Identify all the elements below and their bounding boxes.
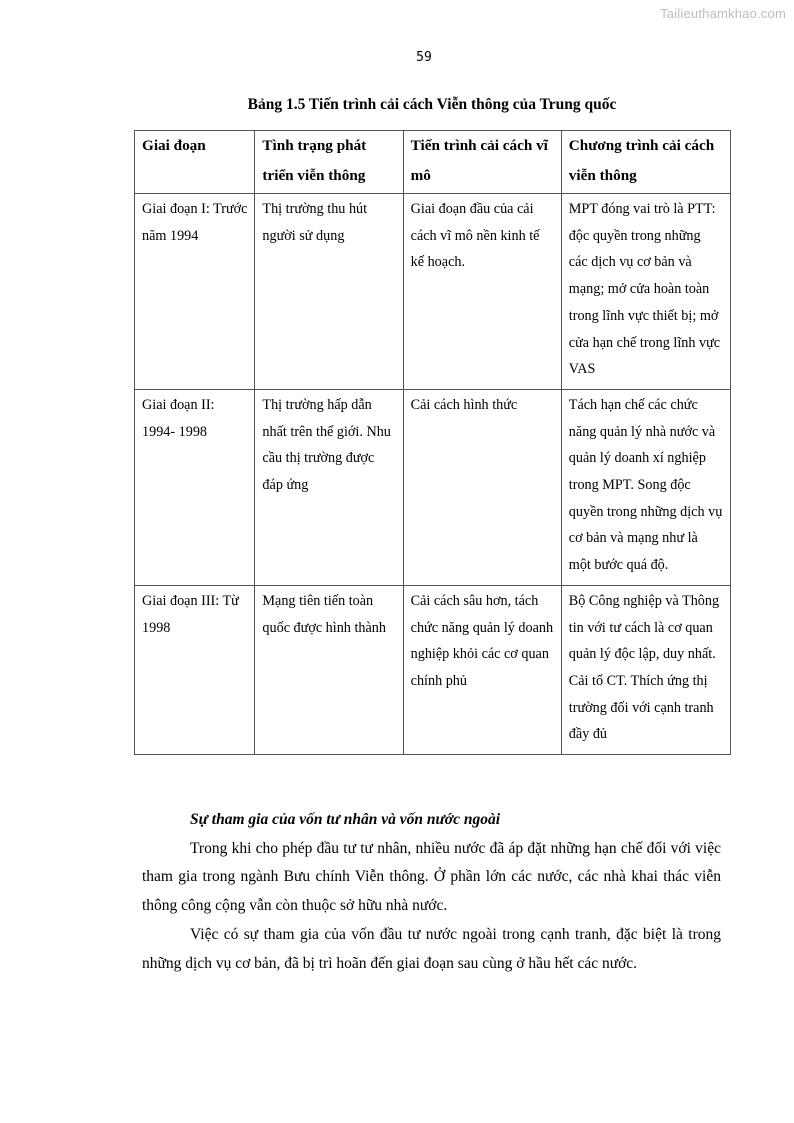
table-cell: Bộ Công nghiệp và Thông tin với tư cách là cơ quan quản lý độc lập, duy nhất. Cải tổ CT. Thích ứng thị trường đối với cạnh tranh đầy đủ: [561, 585, 730, 754]
header-telecom-program: Chương trình cải cách viễn thông: [561, 131, 730, 194]
reform-table: [134, 130, 731, 755]
table-header-row: [135, 131, 731, 194]
table-cell: Mạng tiên tiến toàn quốc được hình thành: [255, 585, 403, 754]
table-cell: Giai đoạn I: Trước năm 1994: [135, 194, 255, 390]
paragraph: Trong khi cho phép đầu tư tư nhân, nhiều nước đã áp đặt những hạn chế đối với việc tham gia trong ngành Bưu chính Viễn thông. Ở phần lớn các nước, các nhà khai thác viễn thông công cộng vẫn còn thuộc sở hữu nhà nước.: [142, 839, 721, 915]
table-cell: Tách hạn chế các chức năng quản lý nhà nước và quản lý doanh xí nghiệp trong MPT. Song độc quyền trong những dịch vụ cơ bản và mạng như là một bước quá độ.: [561, 389, 730, 585]
paragraph: Việc có sự tham gia của vốn đầu tư nước ngoài trong cạnh tranh, đặc biệt là trong những dịch vụ cơ bản, đã bị trì hoãn đến giai đoạn sau cùng ở hầu hết các nước.: [142, 925, 721, 972]
table-cell: Cải cách hình thức: [403, 389, 561, 585]
header-development-status: Tình trạng phát triển viễn thông: [255, 131, 403, 194]
header-phase: Giai đoạn: [135, 131, 255, 194]
watermark: Tailieuthamkhao.com: [660, 6, 786, 21]
table-cell: Giai đoạn III: Từ 1998: [135, 585, 255, 754]
table-row: [135, 585, 731, 754]
table-cell: Thị trường hấp dẫn nhất trên thế giới. Nhu cầu thị trường được đáp ứng: [255, 389, 403, 585]
table-row: [135, 389, 731, 585]
table-row: [135, 194, 731, 390]
table-cell: Cải cách sâu hơn, tách chức năng quản lý doanh nghiệp khỏi các cơ quan chính phủ: [403, 585, 561, 754]
table-cell: Thị trường thu hút người sử dụng: [255, 194, 403, 390]
table-cell: Giai đoạn II: 1994- 1998: [135, 389, 255, 585]
table-title: Bảng 1.5 Tiến trình cải cách Viễn thông của Trung quốc: [247, 96, 617, 113]
table-cell: Giai đoạn đầu của cải cách vĩ mô nền kinh tế kế hoạch.: [403, 194, 561, 390]
header-macro-reform: Tiến trình cải cách vĩ mô: [403, 131, 561, 194]
body-text: [142, 806, 721, 978]
table-cell: MPT đóng vai trò là PTT: độc quyền trong những các dịch vụ cơ bản và mạng; mở cửa hoàn toàn trong lĩnh vực thiết bị; mở cửa hạn chế trong lĩnh vực VAS: [561, 194, 730, 390]
section-heading: Sự tham gia của vốn tư nhân và vốn nước ngoài: [190, 811, 501, 828]
page-number: 59: [416, 50, 432, 65]
